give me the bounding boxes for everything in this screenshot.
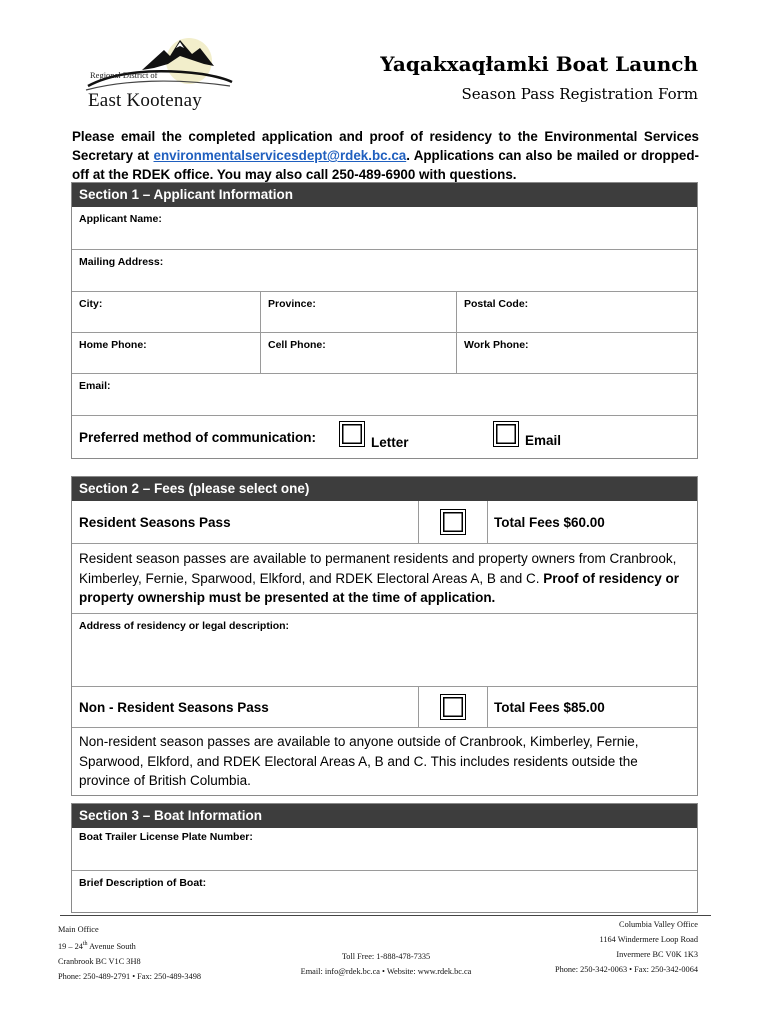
- work-phone-field[interactable]: [456, 333, 697, 373]
- letter-checkbox[interactable]: [339, 421, 365, 447]
- email-link[interactable]: environmentalservicesdept@rdek.bc.ca: [153, 148, 407, 163]
- footer-divider: [60, 915, 711, 916]
- resident-description-bold: Proof of residency or property ownership must be presented at the time of application.: [79, 570, 679, 605]
- intro-text-after: . Applications can also be mailed or dropped-off at the RDEK office. You may also call 250-489-6900 with questions.: [72, 148, 699, 182]
- document-subtitle: Season Pass Registration Form: [461, 85, 698, 103]
- province-field[interactable]: [260, 292, 456, 332]
- city-field[interactable]: [72, 292, 260, 332]
- phones-row: [72, 332, 697, 373]
- section1-heading: Section 1 – Applicant Information: [72, 183, 697, 207]
- applicant-name-label: Applicant Name:: [79, 213, 162, 225]
- resident-pass-option[interactable]: [418, 501, 487, 543]
- plate-number-row[interactable]: [72, 828, 697, 870]
- section-applicant-information: [71, 182, 698, 459]
- footer-address-street: Avenue South: [87, 941, 136, 951]
- footer-address-number: 19 – 24: [58, 941, 83, 951]
- intro-paragraph: [72, 127, 699, 184]
- email-row[interactable]: [72, 373, 697, 415]
- postal-code-label: Postal Code:: [464, 298, 529, 310]
- resident-description-row: [72, 543, 697, 613]
- resident-pass-row: [72, 501, 697, 543]
- plate-number-label: Boat Trailer License Plate Number:: [79, 831, 253, 843]
- nonresident-pass-checkbox[interactable]: [440, 694, 466, 720]
- footer-columbia-valley-office: [555, 917, 698, 977]
- residency-address-label: Address of residency or legal description:: [79, 620, 290, 632]
- mountain-sun-icon: [84, 34, 234, 96]
- footer-tollfree: Toll Free: 1-888-478-7335: [341, 952, 431, 961]
- home-phone-label: Home Phone:: [79, 339, 147, 351]
- home-phone-field[interactable]: [72, 333, 260, 373]
- city-label: City:: [79, 298, 103, 310]
- nonresident-description: Non-resident season passes are available to anyone outside of Cranbrook, Kimberley, Fernie, Sparwood, Elkford, and RDEK Electoral Areas A, B and C. This includes residents outside the province of British Columbia.: [79, 734, 639, 788]
- intro-text-before: Please email the completed application and proof of residency to the Environmental Services Secretary at: [72, 129, 699, 163]
- letter-option[interactable]: [329, 416, 479, 458]
- logo-org-big: East Kootenay: [88, 90, 202, 111]
- footer-address-suffix: th: [82, 941, 88, 947]
- applicant-name-row[interactable]: [72, 207, 697, 249]
- footer-main-office-title: Main Office: [58, 925, 99, 934]
- boat-description-row[interactable]: [72, 870, 697, 912]
- nonresident-description-row: [72, 727, 697, 795]
- cell-phone-field[interactable]: [260, 333, 456, 373]
- residency-address-row[interactable]: [72, 613, 697, 686]
- rdek-logo: [84, 34, 234, 118]
- logo-org-small: Regional District of: [90, 70, 158, 80]
- footer-contact: [287, 949, 485, 979]
- preferred-communication-label: Preferred method of communication:: [79, 429, 317, 445]
- resident-description-text: Resident season passes are available to permanent residents and property owners from Cranbrook, Kimberley, Fernie, Sparwood, Elkford, and RDEK Electoral Areas A, B and C.: [79, 551, 677, 586]
- footer-main-office: [58, 922, 201, 984]
- nonresident-pass-label: Non - Resident Seasons Pass: [79, 699, 269, 715]
- preferred-communication-row: [72, 415, 697, 458]
- mailing-address-label: Mailing Address:: [79, 256, 164, 268]
- cell-phone-label: Cell Phone:: [268, 339, 326, 351]
- postal-code-field[interactable]: [456, 292, 697, 332]
- resident-pass-label: Resident Seasons Pass: [79, 514, 231, 530]
- email-option-label: Email: [525, 433, 562, 448]
- document-title: Yaqakxaqłamki Boat Launch: [380, 52, 698, 76]
- nonresident-pass-option[interactable]: [418, 687, 487, 727]
- footer-main-office-address: [58, 937, 201, 954]
- province-label: Province:: [268, 298, 316, 310]
- letter-option-label: Letter: [371, 435, 409, 450]
- email-option[interactable]: [479, 416, 697, 458]
- city-province-postal-row: [72, 291, 697, 332]
- footer-main-office-phone: Phone: 250-489-2791 • Fax: 250-489-3498: [58, 971, 202, 981]
- footer-cv-office-phone: Phone: 250-342-0063 • Fax: 250-342-0064: [554, 965, 698, 974]
- section3-heading: Section 3 – Boat Information: [72, 804, 697, 828]
- section2-heading: Section 2 – Fees (please select one): [72, 477, 697, 501]
- email-label: Email:: [79, 380, 111, 392]
- footer-main-office-city: Cranbrook BC V1C 3H8: [58, 956, 141, 966]
- nonresident-fee: Total Fees $85.00: [487, 687, 697, 727]
- section-boat-information: [71, 803, 698, 913]
- nonresident-pass-row: [72, 686, 697, 727]
- email-checkbox[interactable]: [493, 421, 519, 447]
- footer-cv-office-city: Invermere BC V0K 1K3: [616, 950, 698, 959]
- resident-fee: Total Fees $60.00: [487, 501, 697, 543]
- work-phone-label: Work Phone:: [464, 339, 529, 351]
- mailing-address-row[interactable]: [72, 249, 697, 291]
- boat-description-label: Brief Description of Boat:: [79, 877, 207, 889]
- section-fees: [71, 476, 698, 796]
- footer-email-website: Email: info@rdek.bc.ca • Website: www.rdek.bc.ca: [300, 967, 472, 976]
- resident-description: [72, 544, 697, 613]
- footer-cv-office-address: 1164 Windermere Loop Road: [599, 935, 698, 944]
- footer-cv-office-title: Columbia Valley Office: [619, 920, 698, 929]
- resident-pass-checkbox[interactable]: [440, 509, 466, 535]
